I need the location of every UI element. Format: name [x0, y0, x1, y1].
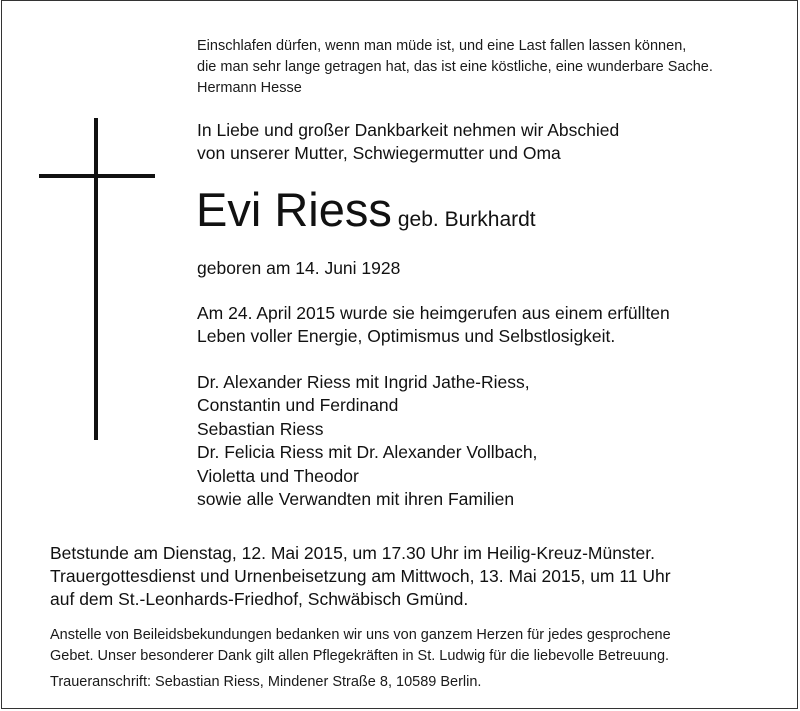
cross-icon-vertical	[94, 118, 98, 440]
intro-line: von unserer Mutter, Schwiegermutter und Oma	[197, 143, 561, 163]
closing-line: Anstelle von Beileidsbekundungen bedanken wir uns von ganzem Herzen für jedes gesprochene	[50, 627, 671, 643]
service-details	[50, 542, 780, 611]
quote-line: die man sehr lange getragen hat, das ist eine köstliche, eine wunderbare Sache.	[197, 59, 713, 75]
birth-date	[197, 257, 777, 280]
service-line: Betstunde am Dienstag, 12. Mai 2015, um 17.30 Uhr im Heilig-Kreuz-Münster.	[50, 543, 656, 563]
deceased-name: Evi Riess	[196, 183, 392, 236]
family-member: Dr. Felicia Riess mit Dr. Alexander Vollbach,	[197, 442, 538, 463]
family-member: Constantin und Ferdinand	[197, 395, 399, 416]
mourning-address: Traueranschrift: Sebastian Riess, Mindener Straße 8, 10589 Berlin.	[50, 674, 482, 690]
family-member: Dr. Alexander Riess mit Ingrid Jathe-Riess,	[197, 372, 530, 392]
quote-author: Hermann Hesse	[197, 80, 302, 96]
maiden-name: geb. Burkhardt	[397, 208, 536, 231]
family-member: sowie alle Verwandten mit ihren Familien	[197, 489, 515, 510]
hesse-quote	[197, 36, 787, 99]
closing-note	[50, 625, 785, 693]
family-member: Violetta und Theodor	[197, 465, 359, 486]
death-line: Leben voller Energie, Optimismus und Selbstlosigkeit.	[197, 326, 616, 346]
deceased-name-block	[196, 182, 536, 237]
death-notice	[197, 302, 777, 348]
closing-line: Gebet. Unser besonderer Dank gilt allen Pflegekräften in St. Ludwig für die liebevolle Betreuung.	[50, 648, 670, 664]
birth-line: geboren am 14. Juni 1928	[197, 258, 401, 278]
family-list	[197, 371, 777, 511]
service-line: auf dem St.-Leonhards-Friedhof, Schwäbisch Gmünd.	[50, 589, 469, 609]
farewell-intro	[197, 119, 777, 165]
cross-icon-horizontal	[39, 174, 155, 178]
death-line: Am 24. April 2015 wurde sie heimgerufen aus einem erfüllten	[197, 303, 670, 323]
intro-line: In Liebe und großer Dankbarkeit nehmen wir Abschied	[197, 120, 620, 140]
quote-line: Einschlafen dürfen, wenn man müde ist, und eine Last fallen lassen können,	[197, 38, 687, 54]
service-line: Trauergottesdienst und Urnenbeisetzung am Mittwoch, 13. Mai 2015, um 11 Uhr	[50, 566, 671, 586]
family-member: Sebastian Riess	[197, 418, 324, 439]
